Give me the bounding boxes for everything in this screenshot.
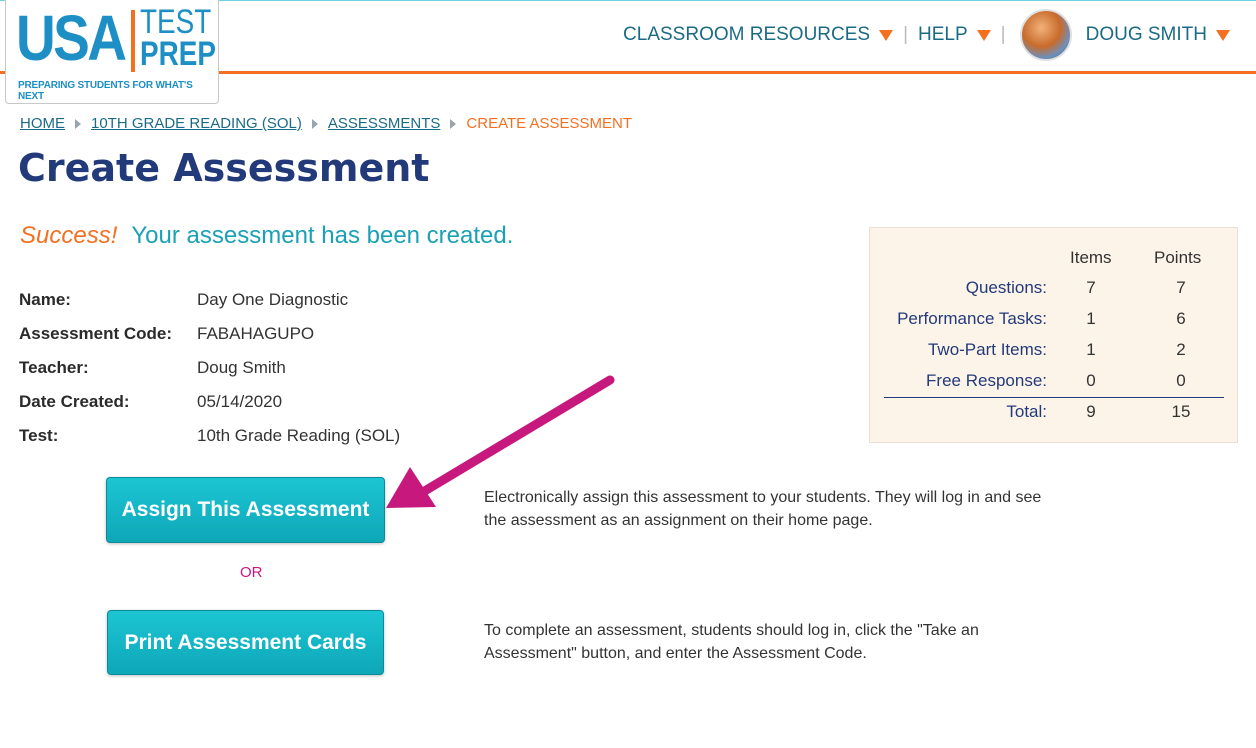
classroom-resources-label: CLASSROOM RESOURCES	[623, 24, 871, 45]
success-label: Success!	[20, 222, 118, 249]
logo-prep-text: PREP	[140, 35, 216, 73]
assessment-details	[19, 283, 400, 453]
summary-row-points: 7	[1176, 278, 1186, 297]
breadcrumb-course-link[interactable]: 10TH GRADE READING (SOL)	[91, 115, 302, 132]
breadcrumb-home-link[interactable]: HOME	[20, 115, 65, 132]
classroom-resources-menu[interactable]	[623, 24, 893, 46]
chevron-down-icon	[977, 30, 991, 41]
logo-usa-text: USA	[16, 2, 125, 74]
breadcrumb-arrow-icon	[312, 119, 318, 129]
success-text: Your assessment has been created.	[131, 222, 514, 249]
user-menu[interactable]	[1086, 24, 1230, 46]
breadcrumb-arrow-icon	[450, 119, 456, 129]
breadcrumb-current: CREATE ASSESSMENT	[466, 115, 632, 132]
detail-row	[19, 283, 400, 317]
summary-divider	[884, 397, 1224, 398]
help-label: HELP	[918, 24, 968, 45]
summary-row-points: 0	[1176, 371, 1186, 390]
detail-value: 10th Grade Reading (SOL)	[197, 426, 401, 445]
detail-row	[19, 351, 400, 385]
chevron-down-icon	[879, 30, 893, 41]
page-title: Create Assessment	[18, 146, 430, 190]
print-assessment-cards-button[interactable]: Print Assessment Cards	[107, 610, 384, 675]
detail-label: Test:	[19, 426, 59, 445]
success-message	[20, 222, 513, 250]
detail-value: Day One Diagnostic	[197, 290, 349, 309]
detail-label: Name:	[19, 290, 71, 309]
assign-description: Electronically assign this assessment to your students. They will log in and see the assessment as an assignment on their home page.	[484, 489, 1042, 529]
summary-items-header: Items	[1070, 248, 1112, 267]
summary-row	[870, 340, 1239, 371]
summary-row	[870, 278, 1239, 309]
detail-row	[19, 317, 400, 351]
assessment-summary-panel	[869, 227, 1238, 443]
breadcrumb-assessments-link[interactable]: ASSESSMENTS	[327, 115, 441, 132]
summary-row	[870, 309, 1239, 340]
summary-row-points: 6	[1176, 309, 1186, 328]
avatar[interactable]	[1020, 9, 1072, 61]
breadcrumb	[20, 115, 632, 132]
user-name: DOUG SMITH	[1085, 24, 1207, 45]
detail-row	[19, 385, 400, 419]
detail-value: FABAHAGUPO	[197, 324, 315, 343]
summary-row-items: 1	[1086, 309, 1096, 328]
summary-total-label: Total:	[1006, 402, 1047, 421]
nav-divider: |	[1000, 24, 1006, 45]
chevron-down-icon	[1216, 30, 1230, 41]
summary-row-items: 7	[1086, 278, 1096, 297]
detail-value: 05/14/2020	[197, 392, 283, 411]
summary-points-header: Points	[1154, 248, 1202, 267]
summary-row-items: 1	[1086, 340, 1096, 359]
summary-row-points: 2	[1176, 340, 1186, 359]
logo-test-text: TEST	[140, 3, 212, 41]
summary-total-items: 9	[1086, 402, 1096, 421]
print-description: To complete an assessment, students should log in, click the "Take an Assessment" button, and enter the Assessment Code.	[484, 622, 979, 662]
detail-label: Date Created:	[19, 392, 130, 411]
detail-value: Doug Smith	[197, 358, 286, 377]
nav-divider: |	[903, 24, 909, 45]
summary-total-row	[870, 402, 1239, 433]
breadcrumb-arrow-icon	[75, 119, 81, 129]
logo[interactable]	[5, 0, 219, 104]
detail-row	[19, 419, 400, 453]
summary-row-label: Questions:	[965, 278, 1047, 297]
detail-label: Assessment Code:	[19, 324, 173, 343]
summary-row-label: Performance Tasks:	[897, 309, 1047, 328]
summary-row-label: Free Response:	[926, 371, 1047, 390]
summary-row-items: 0	[1086, 371, 1096, 390]
top-navigation	[623, 9, 1230, 61]
logo-tagline: PREPARING STUDENTS FOR WHAT'S NEXT	[18, 80, 193, 102]
or-separator: OR	[240, 564, 263, 581]
detail-label: Teacher:	[19, 358, 89, 377]
help-menu[interactable]	[918, 24, 991, 46]
annotation-arrow-icon	[380, 370, 620, 515]
assign-assessment-button[interactable]: Assign This Assessment	[106, 477, 385, 543]
summary-row-label: Two-Part Items:	[927, 340, 1047, 359]
summary-total-points: 15	[1171, 402, 1191, 421]
logo-divider	[131, 10, 135, 72]
